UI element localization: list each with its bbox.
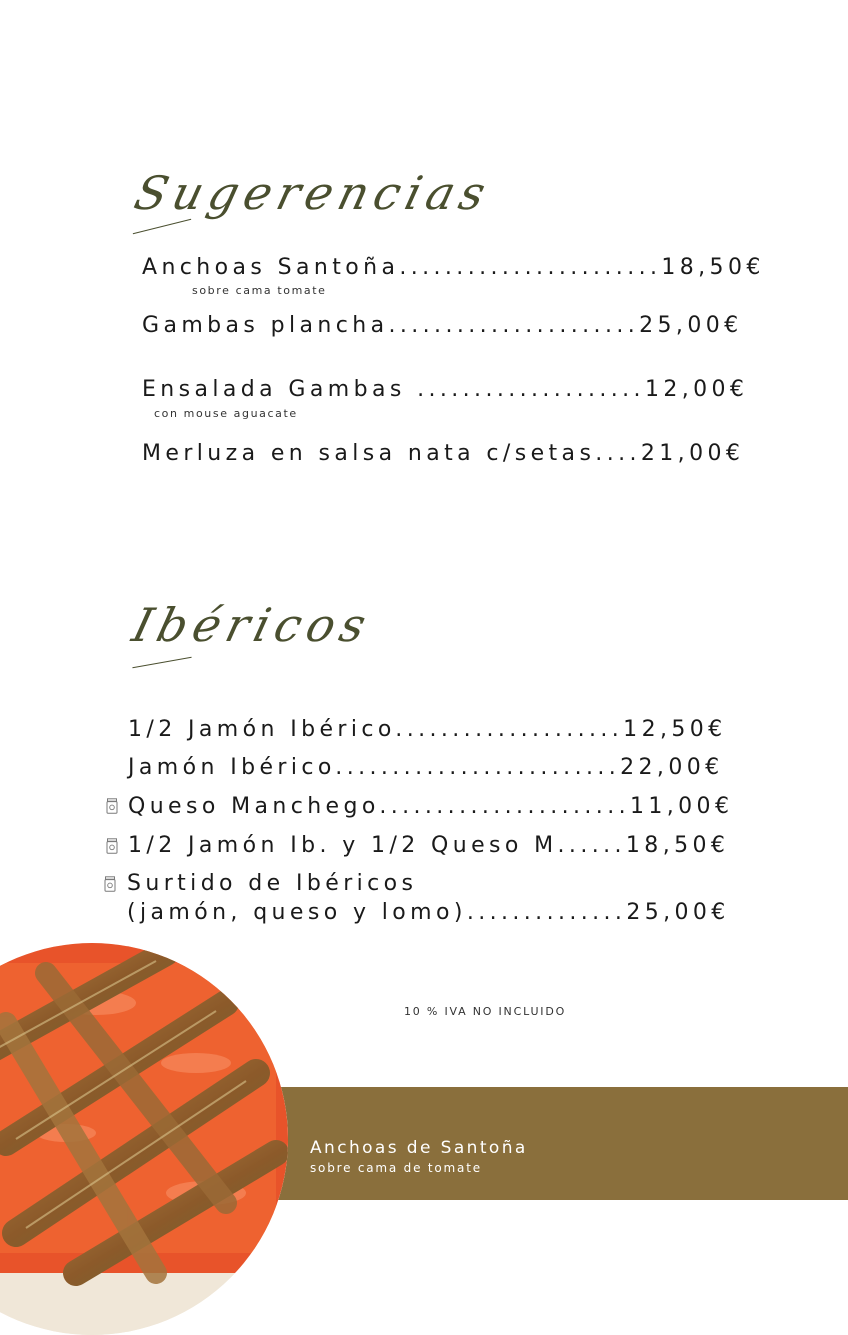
section-title-sugerencias: Sugerencias xyxy=(129,166,497,220)
menu-item-mixto: 1/2 Jamón Ib. y 1/2 Queso M......18,50€ xyxy=(128,833,730,858)
section-title-ibericos: Ibéricos xyxy=(127,598,378,652)
caption-title: Anchoas de Santoña xyxy=(310,1138,528,1158)
jar-icon xyxy=(104,876,116,892)
title-flourish xyxy=(133,219,191,234)
menu-item-merluza: Merluza en salsa nata c/setas....21,00€ xyxy=(142,441,745,466)
menu-item-ensalada-gambas: Ensalada Gambas ....................12,00€ xyxy=(142,377,749,402)
tax-note: 10 % IVA NO INCLUIDO xyxy=(404,1005,567,1018)
title-flourish xyxy=(132,657,191,668)
menu-item-note: con mouse aguacate xyxy=(154,407,298,420)
menu-item-surtido-detail: (jamón, queso y lomo)..............25,00€ xyxy=(127,900,730,925)
menu-item-gambas-plancha: Gambas plancha......................25,00€ xyxy=(142,313,743,338)
menu-item-media-jamon: 1/2 Jamón Ibérico....................12,50€ xyxy=(128,717,727,742)
menu-item-queso-manchego: Queso Manchego......................11,00€ xyxy=(128,794,734,819)
jar-icon xyxy=(106,798,118,814)
anchovy-photo xyxy=(0,943,288,1335)
caption-subtitle: sobre cama de tomate xyxy=(310,1161,482,1175)
jar-icon xyxy=(106,838,118,854)
menu-item-jamon-iberico: Jamón Ibérico.........................22,00€ xyxy=(128,755,724,780)
menu-item-note: sobre cama tomate xyxy=(192,284,327,297)
menu-item-anchoas: Anchoas Santoña.......................18,50€ xyxy=(142,255,765,280)
menu-item-surtido: Surtido de Ibéricos xyxy=(127,871,418,896)
